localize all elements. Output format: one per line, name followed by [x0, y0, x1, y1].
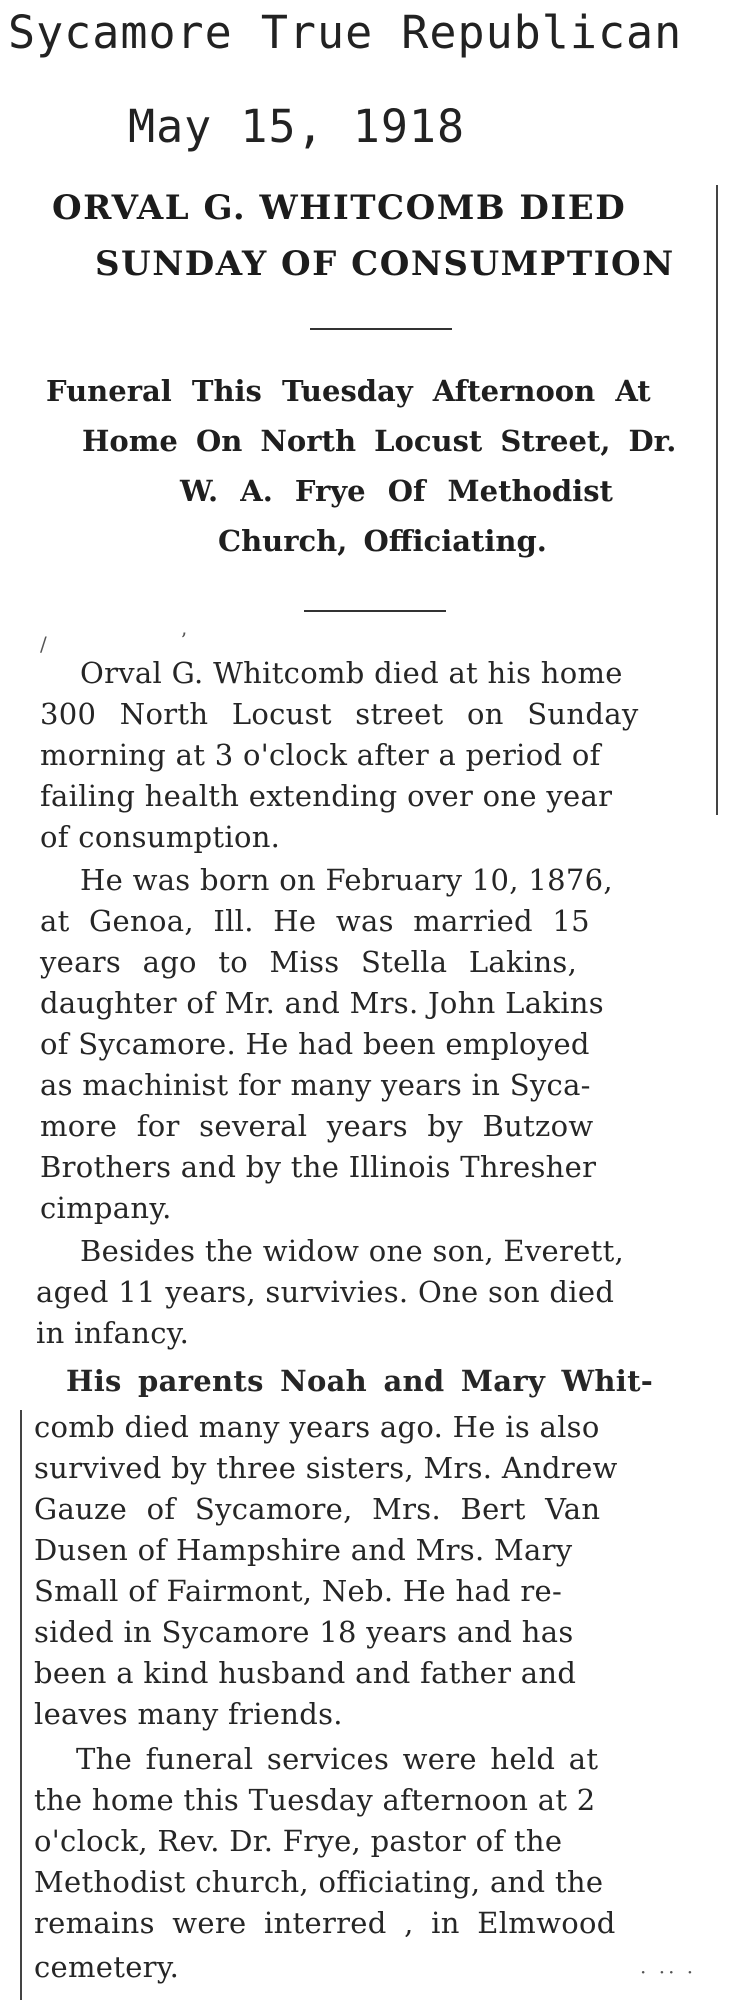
article-line: as machinist for many years in Syca- [40, 1068, 591, 1102]
article-line: Gauze of Sycamore, Mrs. Bert Van [34, 1492, 601, 1526]
article-line: more for several years by Butzow [40, 1109, 594, 1143]
article-line: Besides the widow one son, Everett, [80, 1234, 625, 1268]
article-line: remains were interred , in Elmwood [34, 1906, 616, 1940]
subheadline-line: W. A. Frye Of Methodist [180, 474, 613, 508]
article-line: of Sycamore. He had been employed [40, 1027, 590, 1061]
article-line: the home this Tuesday afternoon at 2 [34, 1783, 596, 1817]
article-line: at Genoa, Ill. He was married 15 [40, 904, 590, 938]
article-line: cimpany. [40, 1191, 172, 1225]
article-line: o'clock, Rev. Dr. Frye, pastor of the [34, 1824, 563, 1858]
headline-line: ORVAL G. WHITCOMB DIED [52, 188, 627, 228]
newspaper-name: Sycamore True Republican [8, 6, 683, 59]
article-line: 300 North Locust street on Sunday [40, 697, 639, 731]
print-speck: / [40, 632, 47, 656]
article-line: sided in Sycamore 18 years and has [34, 1615, 574, 1649]
article-line: Brothers and by the Illinois Thresher [40, 1150, 597, 1184]
article-line: comb died many years ago. He is also [34, 1410, 600, 1444]
column-border [20, 1410, 22, 2000]
article-line: been a kind husband and father and [34, 1656, 577, 1690]
article-line: Small of Fairmont, Neb. He had re- [34, 1574, 563, 1608]
subheadline-line: Church, Officiating. [218, 524, 547, 558]
divider-rule [310, 328, 452, 330]
subheadline-line: Home On North Locust Street, Dr. [82, 424, 677, 458]
article-line: survived by three sisters, Mrs. Andrew [34, 1451, 618, 1485]
article-line: aged 11 years, survivies. One son died [36, 1275, 615, 1309]
article-line: Methodist church, officiating, and the [34, 1865, 604, 1899]
article-line: Dusen of Hampshire and Mrs. Mary [34, 1533, 573, 1567]
divider-rule [304, 610, 446, 612]
article-line: He was born on February 10, 1876, [80, 863, 613, 897]
article-line: leaves many friends. [34, 1697, 343, 1731]
article-line: years ago to Miss Stella Lakins, [40, 945, 578, 979]
article-line: His parents Noah and Mary Whit- [66, 1364, 654, 1398]
article-line: cemetery. [34, 1950, 180, 1984]
article-line: Orval G. Whitcomb died at his home [80, 656, 623, 690]
publication-date: May 15, 1918 [128, 100, 466, 153]
print-speck: · ·· · [640, 1960, 697, 1984]
article-line: failing health extending over one year [40, 779, 613, 813]
article-line: in infancy. [36, 1316, 190, 1350]
subheadline-line: Funeral This Tuesday Afternoon At [46, 374, 651, 408]
column-border [716, 185, 718, 815]
article-line: The funeral services were held at [76, 1742, 599, 1776]
print-speck: ʼ [180, 628, 187, 652]
article-line: daughter of Mr. and Mrs. John Lakins [40, 986, 604, 1020]
headline-line: SUNDAY OF CONSUMPTION [95, 244, 675, 284]
article-line: morning at 3 o'clock after a period of [40, 738, 601, 772]
article-line: of consumption. [40, 820, 281, 854]
